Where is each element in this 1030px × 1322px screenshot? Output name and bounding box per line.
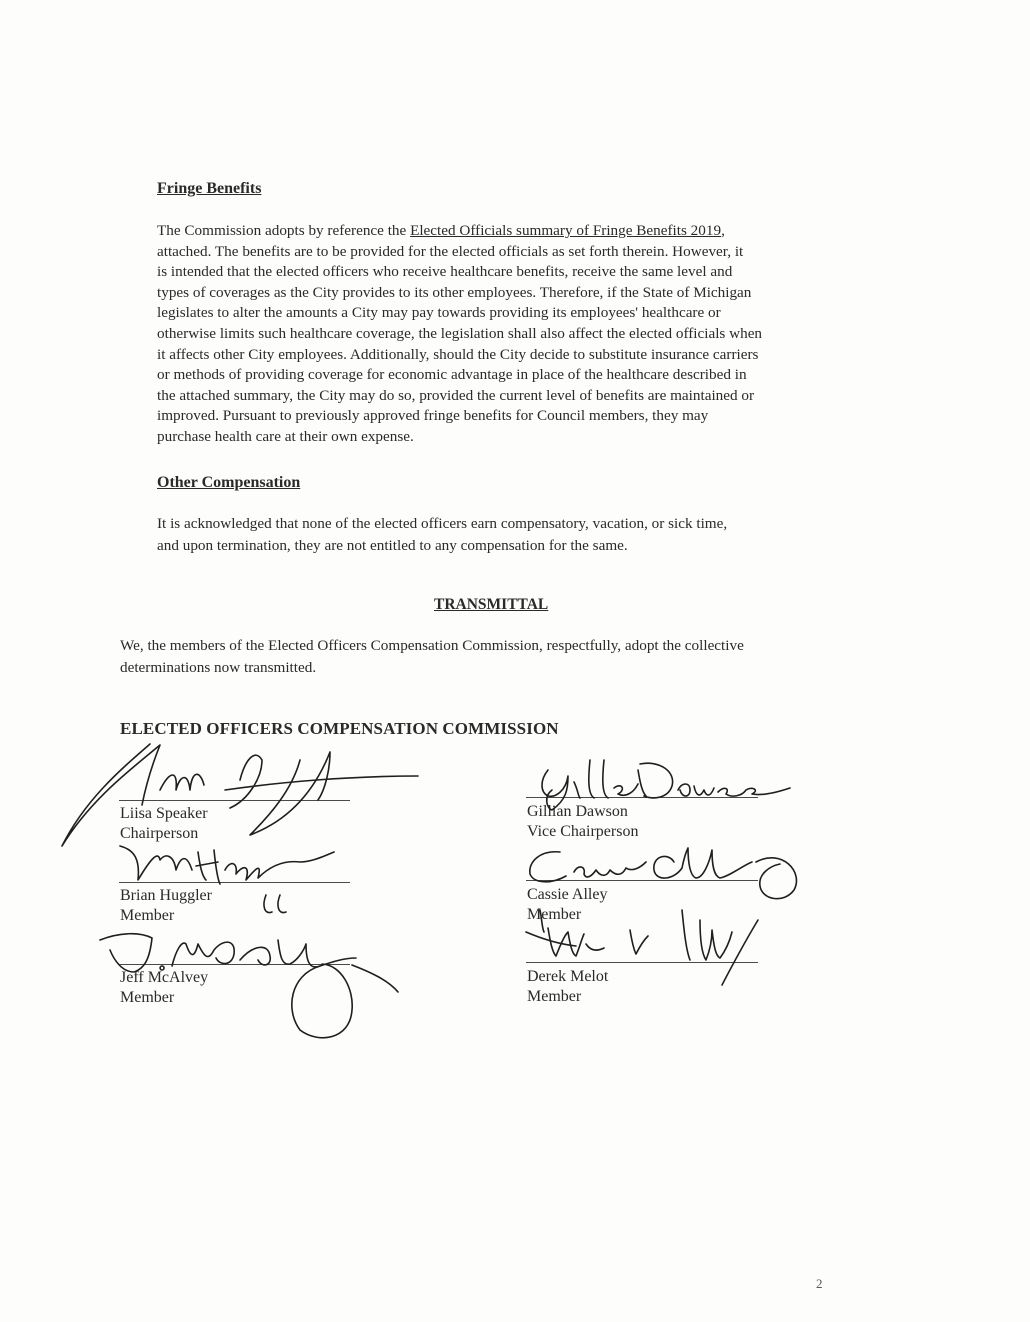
signature-line — [526, 880, 758, 881]
signatory-name: Cassie Alley — [527, 886, 608, 903]
signatory-name: Brian Huggler — [120, 887, 212, 904]
paragraph-line: improved. Pursuant to previously approved fringe benefits for Council members, they may — [157, 407, 709, 425]
signatory-name: Derek Melot — [527, 968, 609, 985]
paragraph-line: legislates to alter the amounts a City may pay towards providing its employees' healthcare or — [157, 304, 721, 322]
paragraph-line: or methods of providing coverage for economic advantage in place of the healthcare described in — [157, 366, 747, 384]
signature-line — [119, 964, 350, 965]
signatory-name: Gillian Dawson — [527, 803, 628, 820]
fringe-summary-reference: Elected Officials summary of Fringe Benefits 2019 — [410, 222, 722, 239]
paragraph-line: attached. The benefits are to be provided for the elected officials as set forth therein. However, it — [157, 242, 744, 260]
signature-liisa-speaker — [62, 744, 418, 846]
paragraph-line: determinations now transmitted. — [120, 659, 317, 676]
fringe-benefits-paragraph — [157, 221, 855, 448]
paragraph-line: types of coverages as the City provides to its other employees. Therefore, if the State of Michigan — [157, 283, 752, 301]
page-number: 2 — [816, 1276, 823, 1291]
paragraph-line: it affects other City employees. Additionally, should the City decide to substitute insurance carriers — [157, 345, 759, 363]
signatory-title: Chairperson — [120, 825, 199, 842]
transmittal-heading: TRANSMITTAL — [434, 596, 549, 613]
paragraph-line: the attached summary, the City may do so, provided the current level of benefits are maintained or — [157, 386, 755, 404]
signatory-title: Member — [120, 907, 175, 924]
signature-line — [119, 882, 350, 883]
paragraph-line — [157, 221, 855, 242]
paragraph-line: otherwise limits such healthcare coverage, the legislation shall also affect the elected officials when — [157, 324, 763, 342]
signature-line — [526, 962, 758, 963]
paragraph-line: purchase health care at their own expense. — [157, 427, 414, 445]
transmittal-paragraph — [120, 635, 860, 679]
signatory-name: Liisa Speaker — [120, 805, 208, 822]
other-compensation-heading: Other Compensation — [157, 474, 301, 491]
paragraph-line: and upon termination, they are not entitled to any compensation for the same. — [157, 537, 628, 554]
paragraph-line: is intended that the elected officers who receive healthcare benefits, receive the same level and — [157, 263, 733, 281]
paragraph-line: It is acknowledged that none of the elected officers earn compensatory, vacation, or sick time, — [157, 515, 728, 532]
signatory-name: Jeff McAlvey — [120, 969, 209, 986]
signatory-title: Vice Chairperson — [527, 823, 639, 840]
text-span: , — [721, 222, 725, 239]
paragraph-line: We, the members of the Elected Officers Compensation Commission, respectfully, adopt the collective — [120, 637, 744, 654]
fringe-benefits-heading: Fringe Benefits — [157, 180, 262, 197]
signatory-title: Member — [527, 906, 582, 923]
signature-line — [119, 800, 350, 801]
signature-line — [526, 797, 758, 798]
signatory-title: Member — [527, 988, 582, 1005]
text-span: The Commission adopts by reference the — [157, 222, 411, 239]
commission-title: ELECTED OFFICERS COMPENSATION COMMISSION — [120, 719, 559, 738]
other-compensation-paragraph — [157, 513, 837, 557]
signatory-title: Member — [120, 989, 175, 1006]
